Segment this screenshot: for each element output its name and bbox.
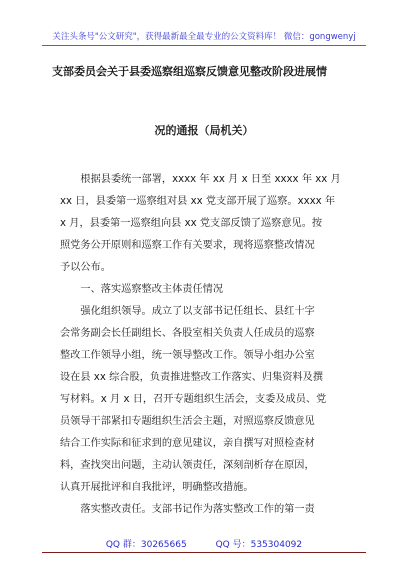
text-line: 料，查找突出问题，主动认领责任，深刻剖析存在原因， bbox=[60, 460, 315, 471]
footer-divider bbox=[42, 552, 366, 553]
text-line: 予以公布。 bbox=[60, 262, 111, 273]
footer-contact bbox=[0, 537, 408, 550]
paragraph-responsibility bbox=[60, 499, 348, 521]
header-note: 关注头条号"公文研究"，获得最新最全最专业的公文资料库！ 微信：gongwenyj bbox=[52, 32, 356, 42]
qq-number: QQ 号：535304092 bbox=[215, 540, 303, 550]
paragraph-organization bbox=[60, 301, 348, 499]
text-line: xx 日，县委第一巡察组对县 xx 党支部开展了巡察。xxxx 年 bbox=[60, 196, 336, 207]
text-line: 会常务副会长任副组长、各股室相关负责人任成员的巡察 bbox=[60, 328, 315, 339]
document-title-line-1: 支部委员会关于县委巡察组巡察反馈意见整改阶段进展情 bbox=[52, 65, 327, 78]
document-title-line-2: 况的通报（局机关） bbox=[154, 124, 254, 137]
text-line: 一、落实巡察整改主体责任情况 bbox=[80, 284, 224, 295]
text-line: 整改工作领导小组，统一领导整改工作。领导小组办公室 bbox=[60, 350, 315, 361]
header-divider bbox=[42, 45, 366, 46]
text-line: 设在县 xx 综合股，负责推进整改工作落实、归集资料及撰 bbox=[60, 372, 324, 383]
paragraph-intro bbox=[60, 169, 348, 279]
text-line: 认真开展批评和自我批评，明确整改措施。 bbox=[60, 482, 254, 493]
section-heading-1 bbox=[60, 279, 348, 301]
text-line: 根据县委统一部署，xxxx 年 xx 月 x 日至 xxxx 年 xx 月 bbox=[80, 174, 341, 185]
text-line: 强化组织领导。成立了以支部书记任组长、县红十字 bbox=[80, 306, 315, 317]
text-line: 落实整改责任。支部书记作为落实整改工作的第一责 bbox=[80, 504, 315, 515]
text-line: 员领导干部紧扣专题组织生活会主题，对照巡察反馈意见 bbox=[60, 416, 315, 427]
text-line: 写材料。x 月 x 日，召开专题组织生活会，支委及成员、党 bbox=[60, 394, 327, 405]
qq-group-number: QQ 群：30265665 bbox=[105, 540, 187, 550]
text-line: 结合工作实际和征求到的意见建议，亲自撰写对照检查材 bbox=[60, 438, 315, 449]
text-line: 照党务公开原则和巡察工作有关要求，现将巡察整改情况 bbox=[60, 240, 315, 251]
text-line: x 月，县委第一巡察组向县 xx 党支部反馈了巡察意见。按 bbox=[60, 218, 323, 229]
